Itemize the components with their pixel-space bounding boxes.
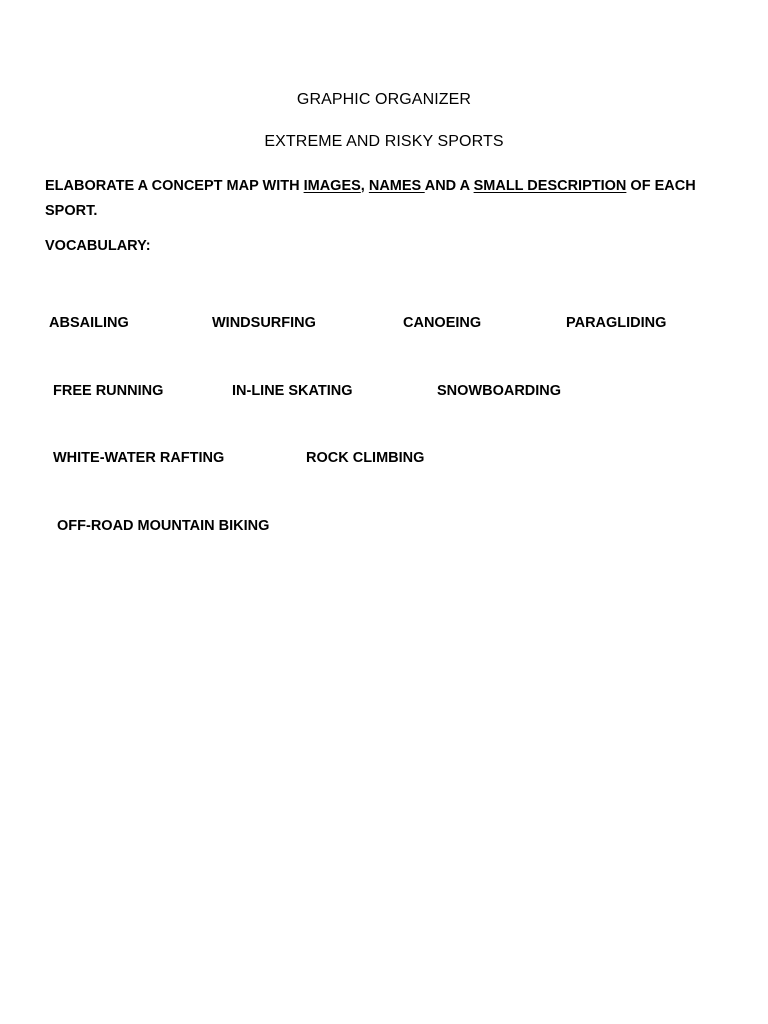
vocabulary-item-absailing: ABSAILING: [49, 315, 129, 331]
instructions-images-underlined: IMAGES: [303, 178, 361, 194]
vocabulary-item-canoeing: CANOEING: [403, 315, 482, 331]
vocabulary-item-free-running: FREE RUNNING: [53, 383, 164, 399]
vocabulary-item-snowboarding: SNOWBOARDING: [437, 383, 562, 399]
vocabulary-item-windsurfing: WINDSURFING: [212, 315, 316, 331]
instructions-text-3: OF EACH SPORT.: [45, 178, 696, 219]
vocabulary-item-white-water-rafting: WHITE-WATER RAFTING: [53, 450, 225, 466]
instructions-small-description-underlined: SMALL DESCRIPTION: [473, 178, 627, 194]
vocabulary-heading: VOCABULARY:: [45, 238, 151, 254]
instructions-text-1: ELABORATE A CONCEPT MAP WITH: [45, 178, 304, 194]
vocabulary-item-paragliding: PARAGLIDING: [566, 315, 667, 331]
instructions-names-underlined: NAMES: [368, 178, 425, 194]
instructions-text-2: AND A: [424, 178, 474, 194]
instructions-separator: ,: [360, 178, 369, 194]
instructions-paragraph: [45, 174, 725, 224]
document-title: GRAPHIC ORGANIZER: [296, 91, 472, 108]
document-subtitle: EXTREME AND RISKY SPORTS: [264, 133, 504, 150]
vocabulary-item-rock-climbing: ROCK CLIMBING: [306, 450, 425, 466]
vocabulary-item-off-road-mountain-biking: OFF-ROAD MOUNTAIN BIKING: [57, 518, 270, 534]
vocabulary-item-in-line-skating: IN-LINE SKATING: [232, 383, 353, 399]
